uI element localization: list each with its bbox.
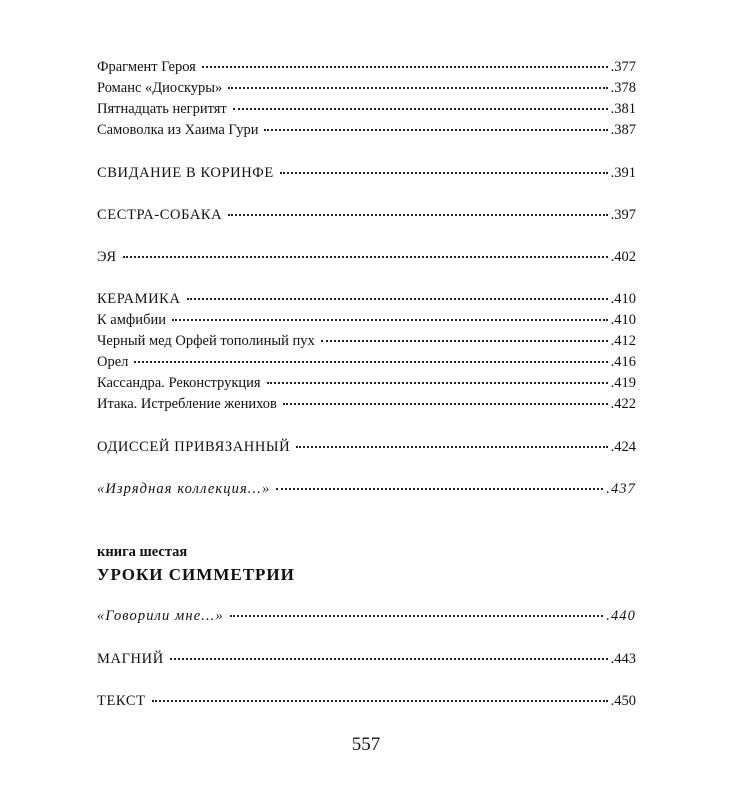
dot-leader bbox=[152, 699, 608, 702]
toc-entry bbox=[97, 374, 636, 392]
toc-entry bbox=[97, 121, 636, 139]
toc-section-title: МАГНИЙ bbox=[97, 651, 164, 667]
toc-section-title: ТЕКСТ bbox=[97, 693, 146, 709]
toc-section-page: .424 bbox=[610, 439, 636, 455]
dot-leader bbox=[267, 381, 608, 384]
toc-section bbox=[97, 650, 636, 668]
book-label: книга шестая bbox=[97, 544, 188, 560]
toc-entry-title: Самоволка из Хаима Гури bbox=[97, 122, 259, 138]
toc-entry-title: К амфибии bbox=[97, 312, 166, 328]
toc-section bbox=[97, 164, 636, 182]
toc-poem-title: «Изрядная коллекция...» bbox=[97, 481, 271, 497]
book-title: УРОКИ СИММЕТРИИ bbox=[97, 565, 295, 584]
toc-section-page: .410 bbox=[610, 291, 636, 307]
toc-entry bbox=[97, 58, 636, 76]
dot-leader bbox=[321, 339, 608, 342]
page-number: 557 bbox=[351, 734, 381, 755]
toc-entry-page: .410 bbox=[610, 312, 636, 328]
dot-leader bbox=[283, 402, 608, 405]
toc-entry-title: Орел bbox=[97, 354, 129, 370]
dot-leader bbox=[228, 86, 607, 89]
toc-section-title: СВИДАНИЕ В КОРИНФЕ bbox=[97, 165, 274, 181]
toc-poem-title: «Говорили мне...» bbox=[97, 608, 224, 624]
toc-entry bbox=[97, 311, 636, 329]
dot-leader bbox=[230, 614, 603, 617]
dot-leader bbox=[187, 297, 608, 300]
toc-entry-page: .377 bbox=[610, 59, 636, 75]
toc-entry bbox=[97, 353, 636, 371]
toc-entry-page: .416 bbox=[610, 354, 636, 370]
toc-section-title: ОДИССЕЙ ПРИВЯЗАННЫЙ bbox=[97, 439, 291, 455]
toc-section-page: .397 bbox=[610, 207, 636, 223]
toc-entry bbox=[97, 332, 636, 350]
toc-entry bbox=[97, 100, 636, 118]
toc-entry-page: .381 bbox=[610, 101, 636, 117]
toc-poem-page: .437 bbox=[606, 481, 636, 497]
toc-section-page: .402 bbox=[610, 249, 636, 265]
dot-leader bbox=[134, 360, 607, 363]
toc-entry-title: Черный мед Орфей тополиный пух bbox=[97, 333, 315, 349]
dot-leader bbox=[172, 318, 608, 321]
dot-leader bbox=[233, 107, 608, 110]
dot-leader bbox=[264, 128, 607, 131]
toc-entry-title: Кассандра. Реконструкция bbox=[97, 375, 261, 391]
toc-entry-page: .387 bbox=[610, 122, 636, 138]
toc-poem-page: .440 bbox=[606, 608, 636, 624]
toc-section bbox=[97, 692, 636, 710]
toc-section-title: КЕРАМИКА bbox=[97, 291, 181, 307]
toc-entry-title: Итака. Истребление женихов bbox=[97, 396, 277, 412]
toc-section bbox=[97, 290, 636, 308]
toc-poem-entry bbox=[97, 607, 636, 625]
toc-section-page: .391 bbox=[610, 165, 636, 181]
toc-entry-title: Пятнадцать негритят bbox=[97, 101, 227, 117]
dot-leader bbox=[170, 657, 608, 660]
toc-section-page: .450 bbox=[610, 693, 636, 709]
dot-leader bbox=[123, 255, 608, 258]
toc-entry-title: Фрагмент Героя bbox=[97, 59, 196, 75]
toc-section bbox=[97, 438, 636, 456]
toc-entry-page: .422 bbox=[610, 396, 636, 412]
toc-section-page: .443 bbox=[610, 651, 636, 667]
toc-entry-page: .419 bbox=[610, 375, 636, 391]
toc-entry bbox=[97, 79, 636, 97]
dot-leader bbox=[228, 213, 607, 216]
toc-section bbox=[97, 248, 636, 266]
toc-section-title: ЭЯ bbox=[97, 249, 117, 265]
toc-section-title: СЕСТРА-СОБАКА bbox=[97, 207, 223, 223]
toc-entry bbox=[97, 395, 636, 413]
toc-entry-page: .412 bbox=[610, 333, 636, 349]
dot-leader bbox=[296, 445, 607, 448]
toc-section bbox=[97, 206, 636, 224]
toc-entry-page: .378 bbox=[610, 80, 636, 96]
toc-entry-title: Романс «Диоскуры» bbox=[97, 80, 223, 96]
dot-leader bbox=[280, 171, 608, 174]
dot-leader bbox=[276, 487, 603, 490]
toc-poem-entry bbox=[97, 480, 636, 498]
dot-leader bbox=[202, 65, 608, 68]
